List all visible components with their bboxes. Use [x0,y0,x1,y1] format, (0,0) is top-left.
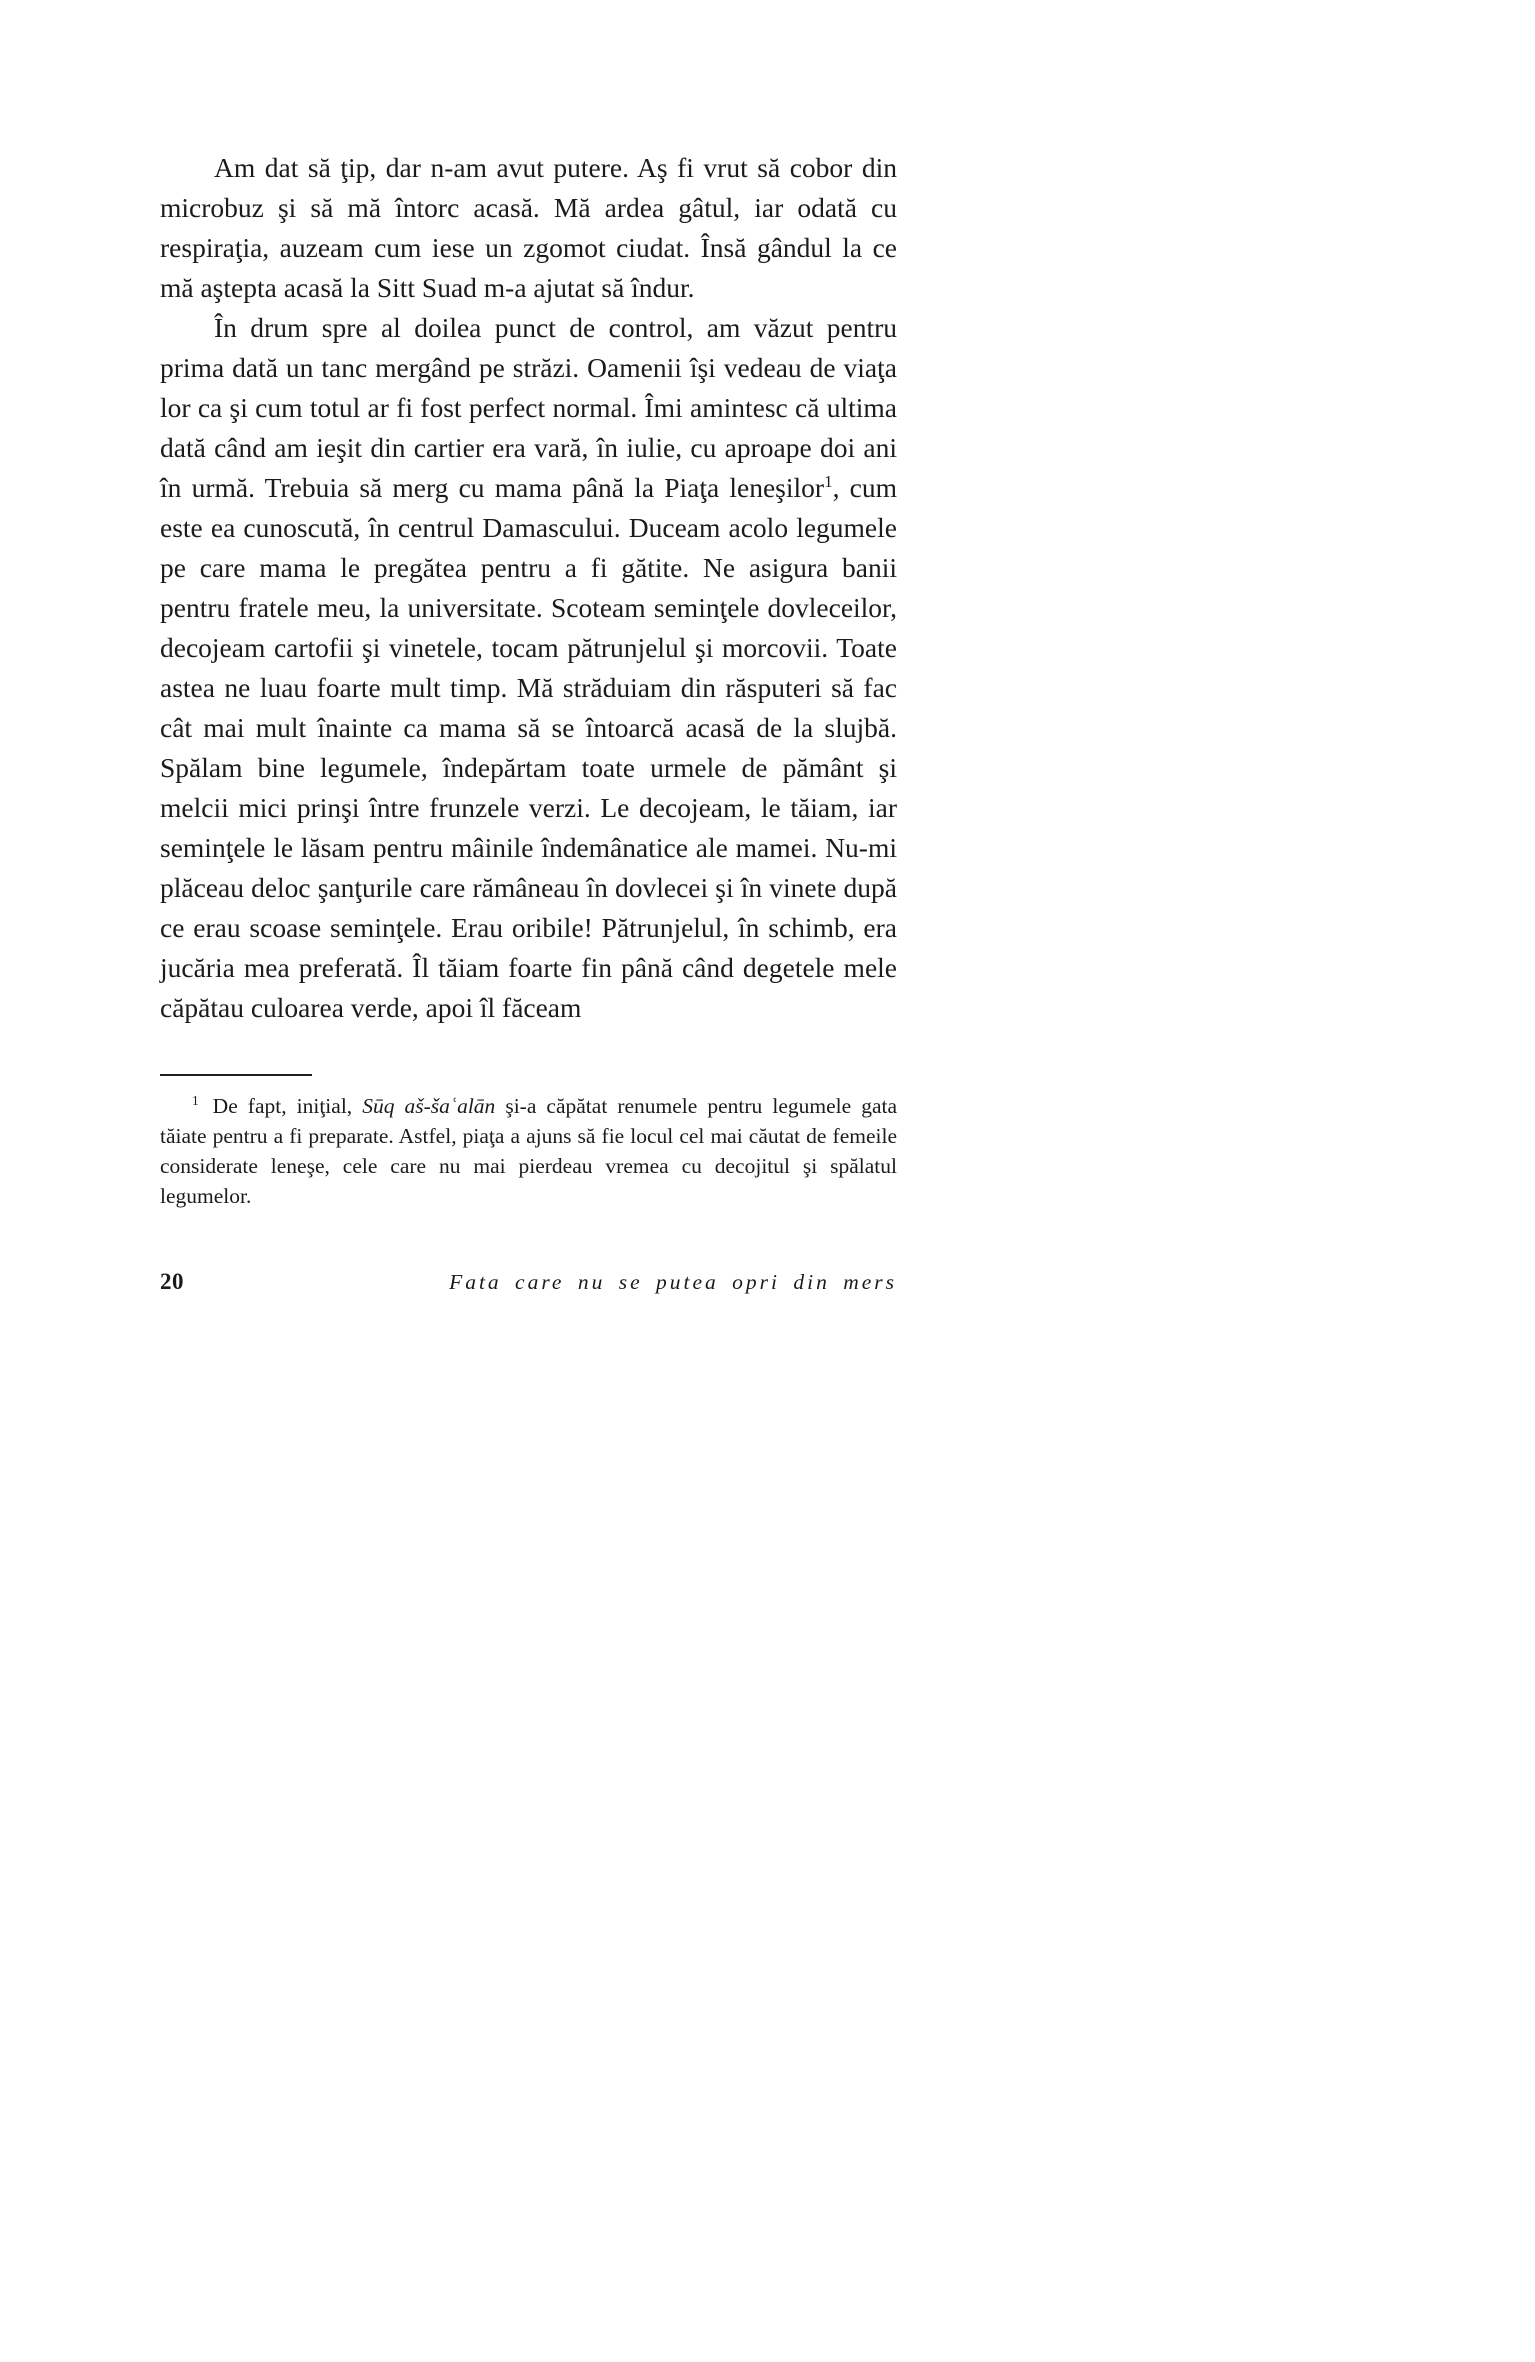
footnote-italic-term: Sūq aš-šaʿalān [362,1094,496,1118]
paragraph-1-text: Am dat să ţip, dar n-am avut putere. Aş fi vrut să cobor din microbuz şi să mă întorc acasă. Mă ardea gâtul, iar odată cu respiraţia, auzeam cum iese un zgomot ciudat. Însă gândul la ce mă aştepta acasă la Sitt Suad m-a ajutat să îndur. [160,152,897,303]
paragraph-2 [160,308,897,1028]
paragraph-2-text-after-ref: , cum este ea cunoscută, în centrul Damascului. Duceam acolo legumele pe care mama le pregătea pentru a fi gătite. Ne asigura banii pentru fratele meu, la universitate. Scoteam seminţele dovleceilor, decojeam cartofii şi vinetele, tocam pătrunjelul şi morcovii. Toate astea ne luau foarte mult timp. Mă străduiam din răsputeri să fac cât mai mult înainte ca mama să se întoarcă acasă de la slujbă. Spălam bine legumele, îndepărtam toate urmele de pământ şi melcii mici prinşi între frunzele verzi. Le decojeam, le tăiam, iar seminţele le lăsam pentru mâinile îndemânatice ale mamei. Nu-mi plăceau deloc şanţurile care rămâneau în dovlecei şi în vinete după ce erau scoase seminţele. Erau oribile! Pătrunjelul, în schimb, era jucăria mea preferată. Îl tăiam foarte fin până când degetele mele căpătau culoarea verde, apoi îl făceam [160,472,897,1023]
footnote-reference-marker: 1 [824,471,833,491]
text-block [160,148,897,1295]
running-title: Fata care nu se putea opri din mers [449,1270,897,1294]
footnote-lead-text: De fapt, iniţial, [212,1094,363,1118]
footnote [160,1091,897,1211]
page-number: 20 [160,1269,184,1294]
footnote-rest-text: şi-a căpătat renumele pentru legumele gata tăiate pentru a fi preparate. Astfel, piaţa a ajuns să fie locul cel mai căutat de femeile considerate leneşe, cele care nu mai pierdeau vremea cu decojitul şi spălatul legumelor. [160,1094,897,1208]
footnote-number: 1 [192,1092,199,1108]
paragraph-2-text-before-ref: În drum spre al doilea punct de control, am văzut pentru prima dată un tanc mergând pe străzi. Oamenii îşi vedeau de viaţa lor ca şi cum totul ar fi fost perfect normal. Îmi amintesc că ultima dată când am ieşit din cartier era vară, în iulie, cu aproape doi ani în urmă. Trebuia să merg cu mama până la Piaţa leneşilor [160,312,897,503]
paragraph-1 [160,148,897,308]
footnote-divider [160,1074,312,1076]
page-footer [160,1269,897,1295]
